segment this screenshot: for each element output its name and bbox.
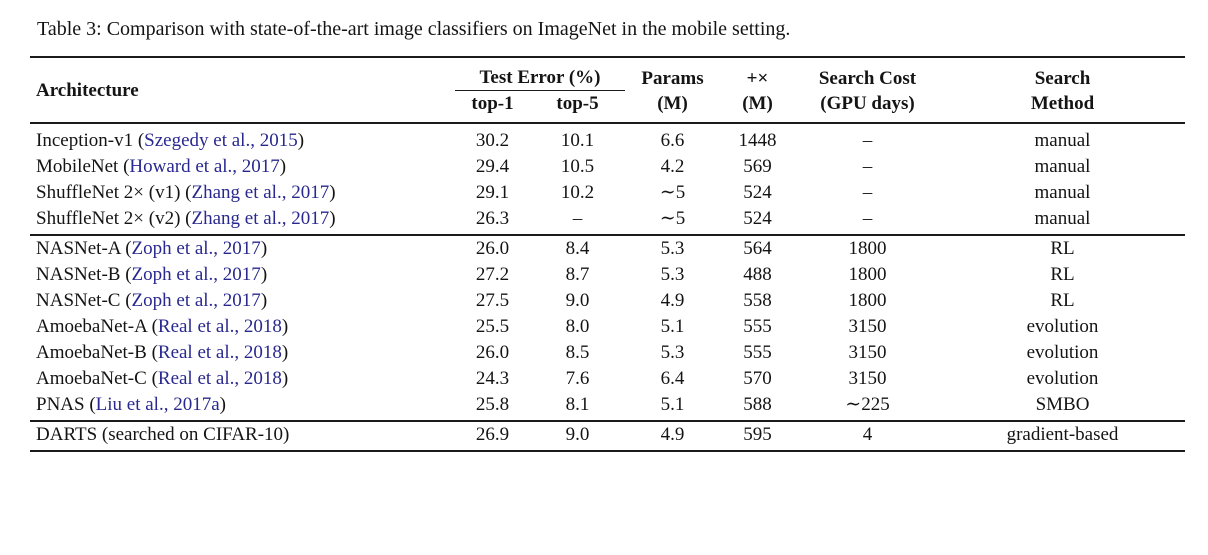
citation-link[interactable]: Real et al., 2018 — [157, 342, 282, 363]
col-subheader-gpu-days: (GPU days) — [820, 92, 915, 114]
params-cell: 5.1 — [660, 394, 685, 415]
top1-cell: 26.0 — [475, 342, 510, 363]
search-method-cell: evolution — [1026, 316, 1099, 337]
search-cost-cell: 3150 — [848, 316, 887, 337]
top5-cell: 8.1 — [565, 394, 590, 415]
citation-link[interactable]: Szegedy et al., 2015 — [144, 130, 298, 151]
table-row — [30, 123, 1185, 154]
table-row — [30, 288, 1185, 314]
search-method-cell: manual — [1034, 182, 1091, 203]
multadds-cell: 588 — [743, 394, 772, 415]
architecture-cell: Inception-v1 (Szegedy et al., 2015) — [36, 130, 305, 151]
architecture-cell: MobileNet (Howard et al., 2017) — [36, 156, 287, 177]
search-method-cell: evolution — [1026, 368, 1099, 389]
search-cost-cell: – — [862, 208, 873, 229]
top5-cell: 10.2 — [560, 182, 595, 203]
params-cell: 5.1 — [660, 316, 685, 337]
col-subheader-params-unit: (M) — [657, 92, 688, 114]
table-row — [30, 180, 1185, 206]
col-header-test-error: Test Error (%) — [455, 57, 625, 91]
architecture-cell: DARTS (searched on CIFAR-10) — [36, 424, 290, 445]
top5-cell: 10.1 — [560, 130, 595, 151]
search-method-cell: SMBO — [1035, 394, 1090, 415]
top5-cell: 9.0 — [565, 424, 590, 445]
architecture-cell: NASNet-B (Zoph et al., 2017) — [36, 264, 268, 285]
top1-cell: 25.5 — [475, 316, 510, 337]
top1-cell: 27.5 — [475, 290, 510, 311]
params-cell: 6.6 — [660, 130, 685, 151]
top1-cell: 24.3 — [475, 368, 510, 389]
table-group-darts — [30, 421, 1185, 451]
col-header-multadds: +× — [746, 67, 769, 89]
architecture-cell: AmoebaNet-A (Real et al., 2018) — [36, 316, 289, 337]
search-cost-cell: ∼225 — [845, 394, 890, 415]
citation-link[interactable]: Zoph et al., 2017 — [131, 238, 261, 259]
top1-cell: 29.4 — [475, 156, 510, 177]
col-header-architecture: Architecture — [36, 79, 139, 101]
citation-link[interactable]: Zoph et al., 2017 — [131, 290, 261, 311]
search-cost-cell: – — [862, 130, 873, 151]
col-subheader-top1: top-1 — [471, 93, 514, 114]
params-cell: 5.3 — [660, 342, 685, 363]
search-cost-cell: 3150 — [848, 368, 887, 389]
top5-cell: – — [572, 208, 583, 229]
search-cost-cell: 1800 — [848, 290, 887, 311]
search-cost-cell: 4 — [862, 424, 873, 445]
search-cost-cell: 1800 — [848, 238, 887, 259]
params-cell: 5.3 — [660, 238, 685, 259]
params-cell: 4.2 — [660, 156, 685, 177]
table-row — [30, 392, 1185, 421]
search-method-cell: manual — [1034, 130, 1091, 151]
search-method-cell: RL — [1050, 238, 1075, 259]
params-cell: 4.9 — [660, 424, 685, 445]
top1-cell: 30.2 — [475, 130, 510, 151]
search-cost-cell: – — [862, 182, 873, 203]
table-group-nas — [30, 235, 1185, 421]
params-cell: ∼5 — [659, 208, 686, 229]
col-subheader-top5: top-5 — [556, 93, 599, 114]
citation-link[interactable]: Zhang et al., 2017 — [191, 208, 330, 229]
table-row — [30, 262, 1185, 288]
table-caption: Table 3: Comparison with state-of-the-art image classifiers on ImageNet in the mobile setting. — [37, 18, 791, 40]
params-cell: 4.9 — [660, 290, 685, 311]
top5-cell: 8.5 — [565, 342, 590, 363]
col-subheader-multadds-unit: (M) — [742, 92, 773, 114]
top5-cell: 9.0 — [565, 290, 590, 311]
table-row — [30, 154, 1185, 180]
top1-cell: 25.8 — [475, 394, 510, 415]
architecture-cell: PNAS (Liu et al., 2017a) — [36, 394, 226, 415]
top5-cell: 8.7 — [565, 264, 590, 285]
results-table — [30, 56, 1185, 452]
architecture-cell: AmoebaNet-C (Real et al., 2018) — [36, 368, 289, 389]
multadds-cell: 564 — [743, 238, 772, 259]
col-header-search-method: Search — [1034, 67, 1091, 89]
table-row — [30, 235, 1185, 262]
table-group-manual — [30, 123, 1185, 235]
multadds-cell: 595 — [743, 424, 772, 445]
table-row — [30, 206, 1185, 235]
search-cost-cell: 1800 — [848, 264, 887, 285]
table-row — [30, 340, 1185, 366]
top5-cell: 8.4 — [565, 238, 590, 259]
top5-cell: 8.0 — [565, 316, 590, 337]
col-subheader-method: Method — [1030, 92, 1095, 114]
search-method-cell: RL — [1050, 290, 1075, 311]
multadds-cell: 570 — [743, 368, 772, 389]
params-cell: 6.4 — [660, 368, 685, 389]
top1-cell: 26.3 — [475, 208, 510, 229]
citation-link[interactable]: Liu et al., 2017a — [95, 394, 220, 415]
search-method-cell: manual — [1034, 156, 1091, 177]
search-method-cell: manual — [1034, 208, 1091, 229]
architecture-cell: ShuffleNet 2× (v2) (Zhang et al., 2017) — [36, 208, 336, 229]
table-row — [30, 314, 1185, 340]
multadds-cell: 555 — [743, 342, 772, 363]
architecture-cell: NASNet-C (Zoph et al., 2017) — [36, 290, 268, 311]
top1-cell: 29.1 — [475, 182, 510, 203]
top1-cell: 26.9 — [475, 424, 510, 445]
multadds-cell: 524 — [743, 182, 772, 203]
col-header-params: Params — [641, 67, 704, 89]
search-method-cell: RL — [1050, 264, 1075, 285]
search-method-cell: evolution — [1026, 342, 1099, 363]
citation-link[interactable]: Howard et al., 2017 — [129, 156, 280, 177]
multadds-cell: 488 — [743, 264, 772, 285]
multadds-cell: 558 — [743, 290, 772, 311]
architecture-cell: NASNet-A (Zoph et al., 2017) — [36, 238, 268, 259]
citation-link[interactable]: Zoph et al., 2017 — [131, 264, 261, 285]
multadds-cell: 524 — [743, 208, 772, 229]
citation-link[interactable]: Real et al., 2018 — [157, 316, 282, 337]
table-header — [30, 57, 1185, 123]
table-row — [30, 421, 1185, 451]
top1-cell: 27.2 — [475, 264, 510, 285]
multadds-cell: 1448 — [738, 130, 777, 151]
multadds-cell: 555 — [743, 316, 772, 337]
architecture-cell: ShuffleNet 2× (v1) (Zhang et al., 2017) — [36, 182, 336, 203]
search-method-cell: gradient-based — [1006, 424, 1119, 445]
citation-link[interactable]: Real et al., 2018 — [157, 368, 282, 389]
params-cell: 5.3 — [660, 264, 685, 285]
citation-link[interactable]: Zhang et al., 2017 — [191, 182, 330, 203]
top5-cell: 10.5 — [560, 156, 595, 177]
search-cost-cell: – — [862, 156, 873, 177]
header-row-1 — [30, 57, 1185, 91]
table-row — [30, 366, 1185, 392]
top5-cell: 7.6 — [565, 368, 590, 389]
search-cost-cell: 3150 — [848, 342, 887, 363]
params-cell: ∼5 — [659, 182, 686, 203]
top1-cell: 26.0 — [475, 238, 510, 259]
architecture-cell: AmoebaNet-B (Real et al., 2018) — [36, 342, 289, 363]
col-header-search-cost: Search Cost — [818, 67, 917, 89]
multadds-cell: 569 — [743, 156, 772, 177]
